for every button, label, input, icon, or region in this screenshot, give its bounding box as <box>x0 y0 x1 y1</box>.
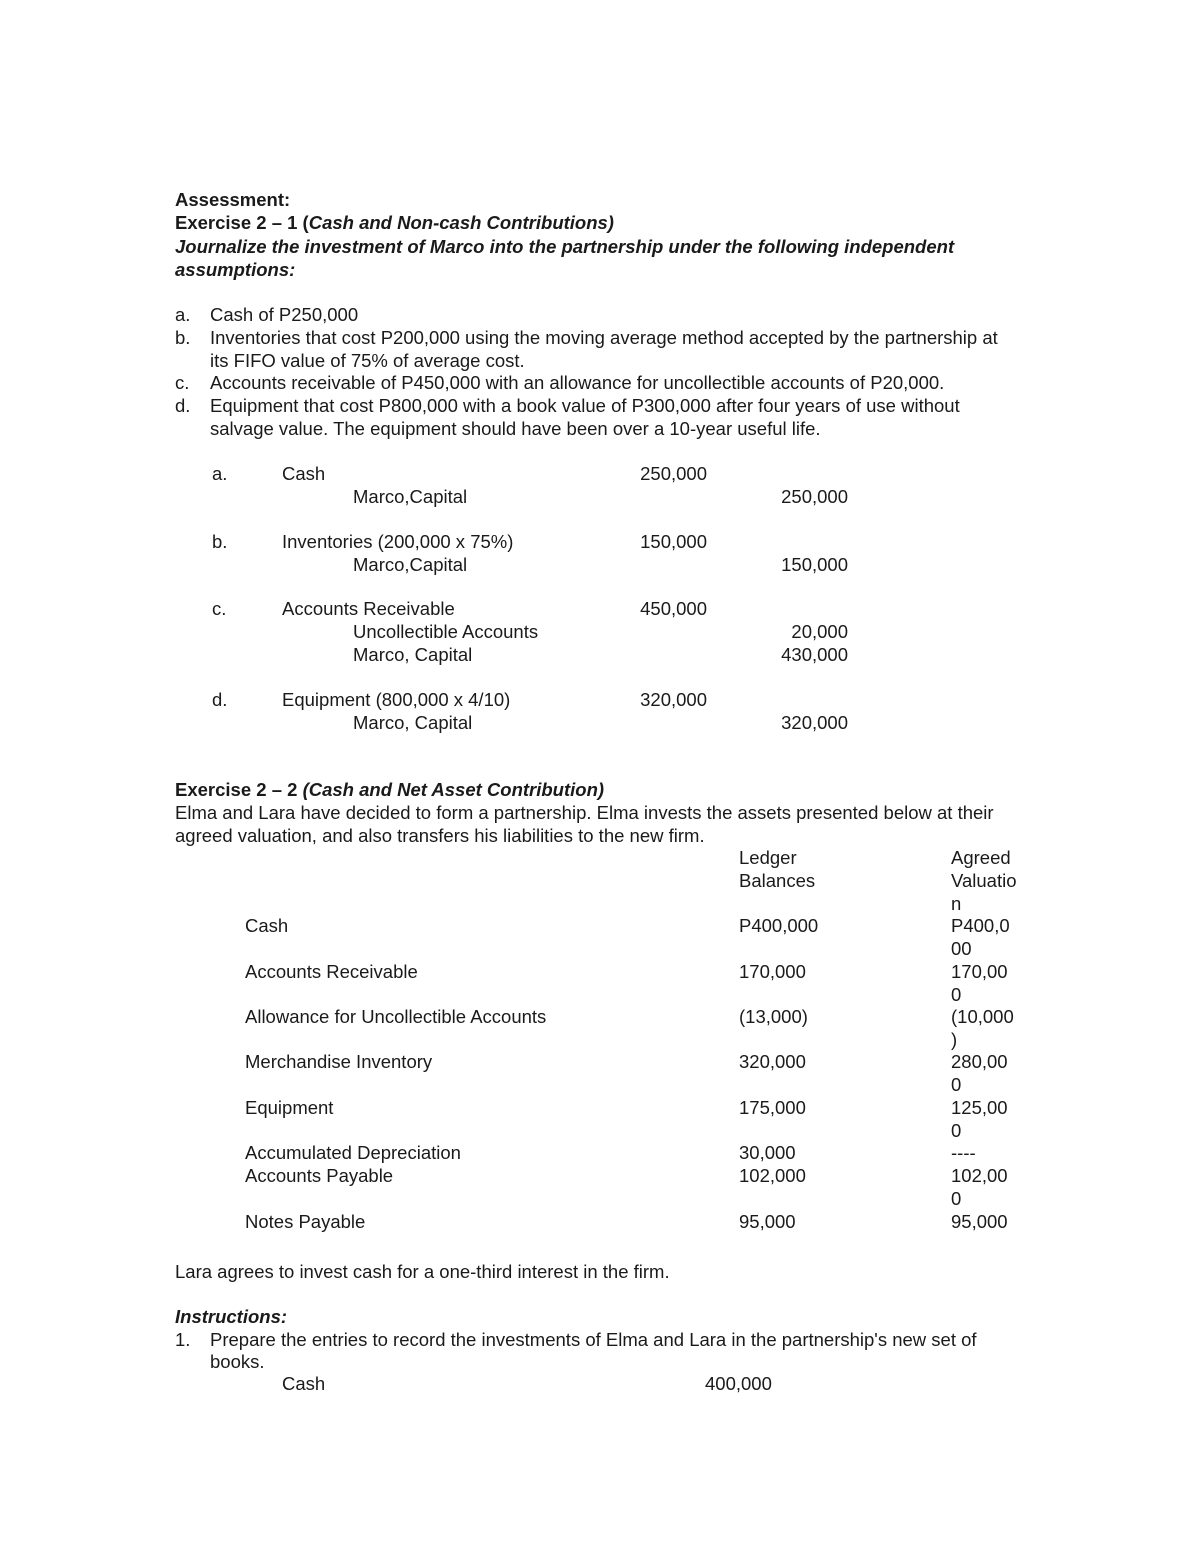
credit-account: Marco, Capital <box>353 712 473 733</box>
debit-amount: 250,000 <box>640 463 707 484</box>
agreed-value: P400,0 <box>951 915 1010 936</box>
exercise-2-2-title <box>175 778 604 801</box>
partial-entry-account: Cash <box>282 1373 326 1394</box>
column-header-agreed: Valuatio <box>951 870 1017 891</box>
debit-amount: 450,000 <box>640 598 707 619</box>
agreed-value: 125,00 <box>951 1097 1008 1118</box>
entry-letter: a. <box>212 463 228 484</box>
instructions-heading: Instructions: <box>175 1306 288 1327</box>
column-header-ledger: Ledger <box>739 847 797 868</box>
assumption-text: Equipment that cost P800,000 with a book value of P300,000 after four years of use without <box>210 395 960 416</box>
agreed-value: 0 <box>951 1188 962 1209</box>
agreed-value: 0 <box>951 1120 962 1141</box>
agreed-value: 95,000 <box>951 1211 1008 1232</box>
agreed-value: 170,00 <box>951 961 1008 982</box>
exercise-2-1-instruction: Journalize the investment of Marco into the partnership under the following independent <box>175 236 955 257</box>
debit-account: Equipment (800,000 x 4/10) <box>282 689 511 710</box>
item-label: Notes Payable <box>245 1211 366 1232</box>
lara-statement: Lara agrees to invest cash for a one-third interest in the firm. <box>175 1261 670 1282</box>
partial-entry-amount: 400,000 <box>705 1373 772 1394</box>
instruction-text: books. <box>210 1351 265 1372</box>
credit-account: Marco,Capital <box>353 554 468 575</box>
ledger-value: (13,000) <box>739 1006 808 1027</box>
entry-letter: d. <box>212 689 228 710</box>
entry-letter: c. <box>212 598 227 619</box>
exercise-2-1-title-italic: Cash and Non-cash Contributions) <box>308 212 614 233</box>
agreed-value: 0 <box>951 1074 962 1095</box>
agreed-value: 0 <box>951 984 962 1005</box>
item-label: Allowance for Uncollectible Accounts <box>245 1006 547 1027</box>
assumption-letter: d. <box>175 395 191 416</box>
agreed-value: ) <box>951 1029 958 1050</box>
credit-account: Marco,Capital <box>353 486 468 507</box>
debit-amount: 150,000 <box>640 531 707 552</box>
assumption-text: salvage value. The equipment should have been over a 10-year useful life. <box>210 418 821 439</box>
credit-amount: 20,000 <box>791 621 848 642</box>
item-label: Equipment <box>245 1097 334 1118</box>
debit-account: Accounts Receivable <box>282 598 455 619</box>
instruction-number: 1. <box>175 1329 191 1350</box>
credit-amount: 430,000 <box>781 644 848 665</box>
agreed-value: ---- <box>951 1142 976 1163</box>
exercise-2-1-instruction: assumptions: <box>175 259 296 280</box>
credit-amount: 250,000 <box>781 486 848 507</box>
credit-account: Uncollectible Accounts <box>353 621 539 642</box>
credit-amount: 150,000 <box>781 554 848 575</box>
agreed-value: 00 <box>951 938 972 959</box>
assumption-letter: c. <box>175 372 190 393</box>
agreed-value: 280,00 <box>951 1051 1008 1072</box>
agreed-value: (10,000 <box>951 1006 1014 1027</box>
exercise-2-1-title <box>175 211 614 234</box>
ledger-value: P400,000 <box>739 915 819 936</box>
assumption-text: Cash of P250,000 <box>210 304 359 325</box>
ledger-value: 30,000 <box>739 1142 796 1163</box>
item-label: Merchandise Inventory <box>245 1051 433 1072</box>
exercise-2-1-title-prefix: Exercise 2 – 1 ( <box>175 212 309 233</box>
agreed-value: 102,00 <box>951 1165 1008 1186</box>
assessment-heading: Assessment: <box>175 189 291 210</box>
entry-letter: b. <box>212 531 228 552</box>
exercise-2-2-body: Elma and Lara have decided to form a partnership. Elma invests the assets presented below at their <box>175 802 994 823</box>
exercise-2-2-title-prefix: Exercise 2 – 2 <box>175 779 303 800</box>
column-header-agreed: n <box>951 893 962 914</box>
assumption-text: its FIFO value of 75% of average cost. <box>210 350 525 371</box>
debit-account: Inventories (200,000 x 75%) <box>282 531 514 552</box>
ledger-value: 170,000 <box>739 961 806 982</box>
debit-account: Cash <box>282 463 326 484</box>
item-label: Accounts Payable <box>245 1165 394 1186</box>
item-label: Accounts Receivable <box>245 961 418 982</box>
debit-amount: 320,000 <box>640 689 707 710</box>
assumption-text: Accounts receivable of P450,000 with an allowance for uncollectible accounts of P20,000. <box>210 372 945 393</box>
ledger-value: 95,000 <box>739 1211 796 1232</box>
ledger-value: 175,000 <box>739 1097 806 1118</box>
item-label: Cash <box>245 915 289 936</box>
ledger-value: 102,000 <box>739 1165 806 1186</box>
exercise-2-2-title-italic: (Cash and Net Asset Contribution) <box>302 779 605 800</box>
instruction-text: Prepare the entries to record the investments of Elma and Lara in the partnership's new set of <box>210 1329 977 1350</box>
item-label: Accumulated Depreciation <box>245 1142 461 1163</box>
ledger-value: 320,000 <box>739 1051 806 1072</box>
column-header-ledger: Balances <box>739 870 816 891</box>
column-header-agreed: Agreed <box>951 847 1011 868</box>
exercise-2-2-body: agreed valuation, and also transfers his liabilities to the new firm. <box>175 825 705 846</box>
assumption-letter: a. <box>175 304 191 325</box>
assumption-text: Inventories that cost P200,000 using the moving average method accepted by the partnership at <box>210 327 998 348</box>
credit-amount: 320,000 <box>781 712 848 733</box>
assumption-letter: b. <box>175 327 191 348</box>
credit-account: Marco, Capital <box>353 644 473 665</box>
